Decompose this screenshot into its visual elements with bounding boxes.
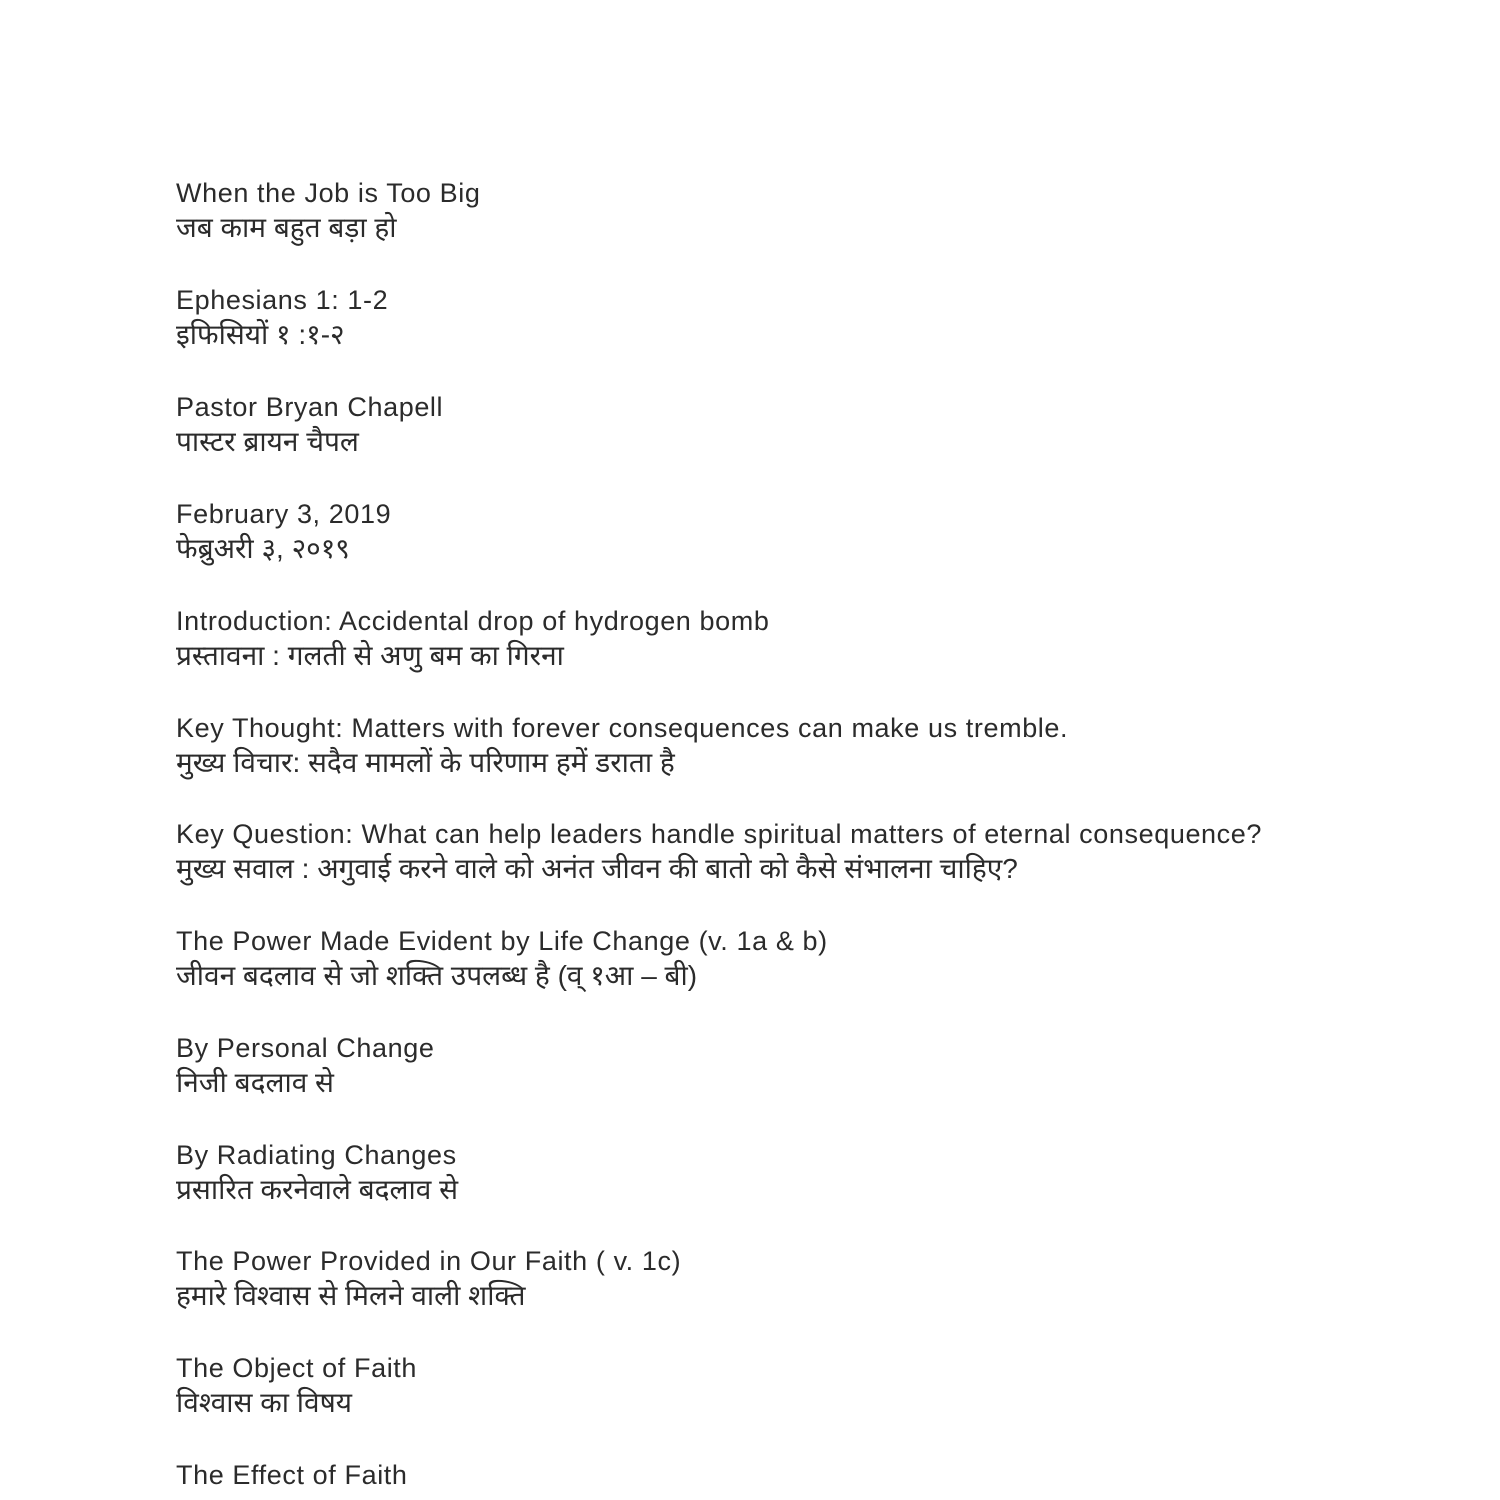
introduction-english: Introduction: Accidental drop of hydrogen bomb [176,606,770,636]
key-question-english: Key Question: What can help leaders handle spiritual matters of eternal consequence? [176,819,1263,849]
point-one-heading-english: The Power Made Evident by Life Change (v. 1a & b) [176,926,828,956]
sermon-title-hindi: जब काम बहुत बड़ा हो [176,212,397,243]
scripture-reference-hindi: इफिसियों १ :१-२ [176,319,345,350]
speaker-hindi: पास्टर ब्रायन चैपल [176,426,359,457]
subpoint-object-of-faith-english: The Object of Faith [176,1353,418,1383]
date-hindi: फेब्रुअरी ३, २०१९ [176,533,350,564]
subpoint-personal-change-hindi: निजी बदलाव से [176,1067,334,1098]
speaker-english: Pastor Bryan Chapell [176,392,444,422]
key-thought-english: Key Thought: Matters with forever consequences can make us tremble. [176,713,1069,743]
subpoint-personal-change-english: By Personal Change [176,1033,435,1063]
subpoint-radiating-changes-hindi: प्रसारित करनेवाले बदलाव से [176,1174,459,1205]
point-two-heading-hindi: हमारे विश्वास से मिलने वाली शक्ति [176,1280,526,1311]
scripture-reference-english: Ephesians 1: 1-2 [176,285,389,315]
key-thought-hindi: मुख्य विचार: सदैव मामलों के परिणाम हमें डराता है [176,747,675,778]
introduction-hindi: प्रस्तावना : गलती से अणु बम का गिरना [176,640,564,671]
sermon-title-english: When the Job is Too Big [176,178,481,208]
point-two-heading-english: The Power Provided in Our Faith ( v. 1c) [176,1246,682,1276]
point-one-heading-hindi: जीवन बदलाव से जो शक्ति उपलब्ध है (व् १आ – बी) [176,960,698,991]
key-question-hindi: मुख्य सवाल : अगुवाई करने वाले को अनंत जीवन की बातो को कैसे संभालना चाहिए? [176,853,1018,884]
subpoint-effect-of-faith-english: The Effect of Faith [176,1460,408,1490]
subpoint-object-of-faith-hindi: विश्वास का विषय [176,1387,353,1418]
subpoint-radiating-changes-english: By Radiating Changes [176,1140,457,1170]
date-english: February 3, 2019 [176,499,392,529]
